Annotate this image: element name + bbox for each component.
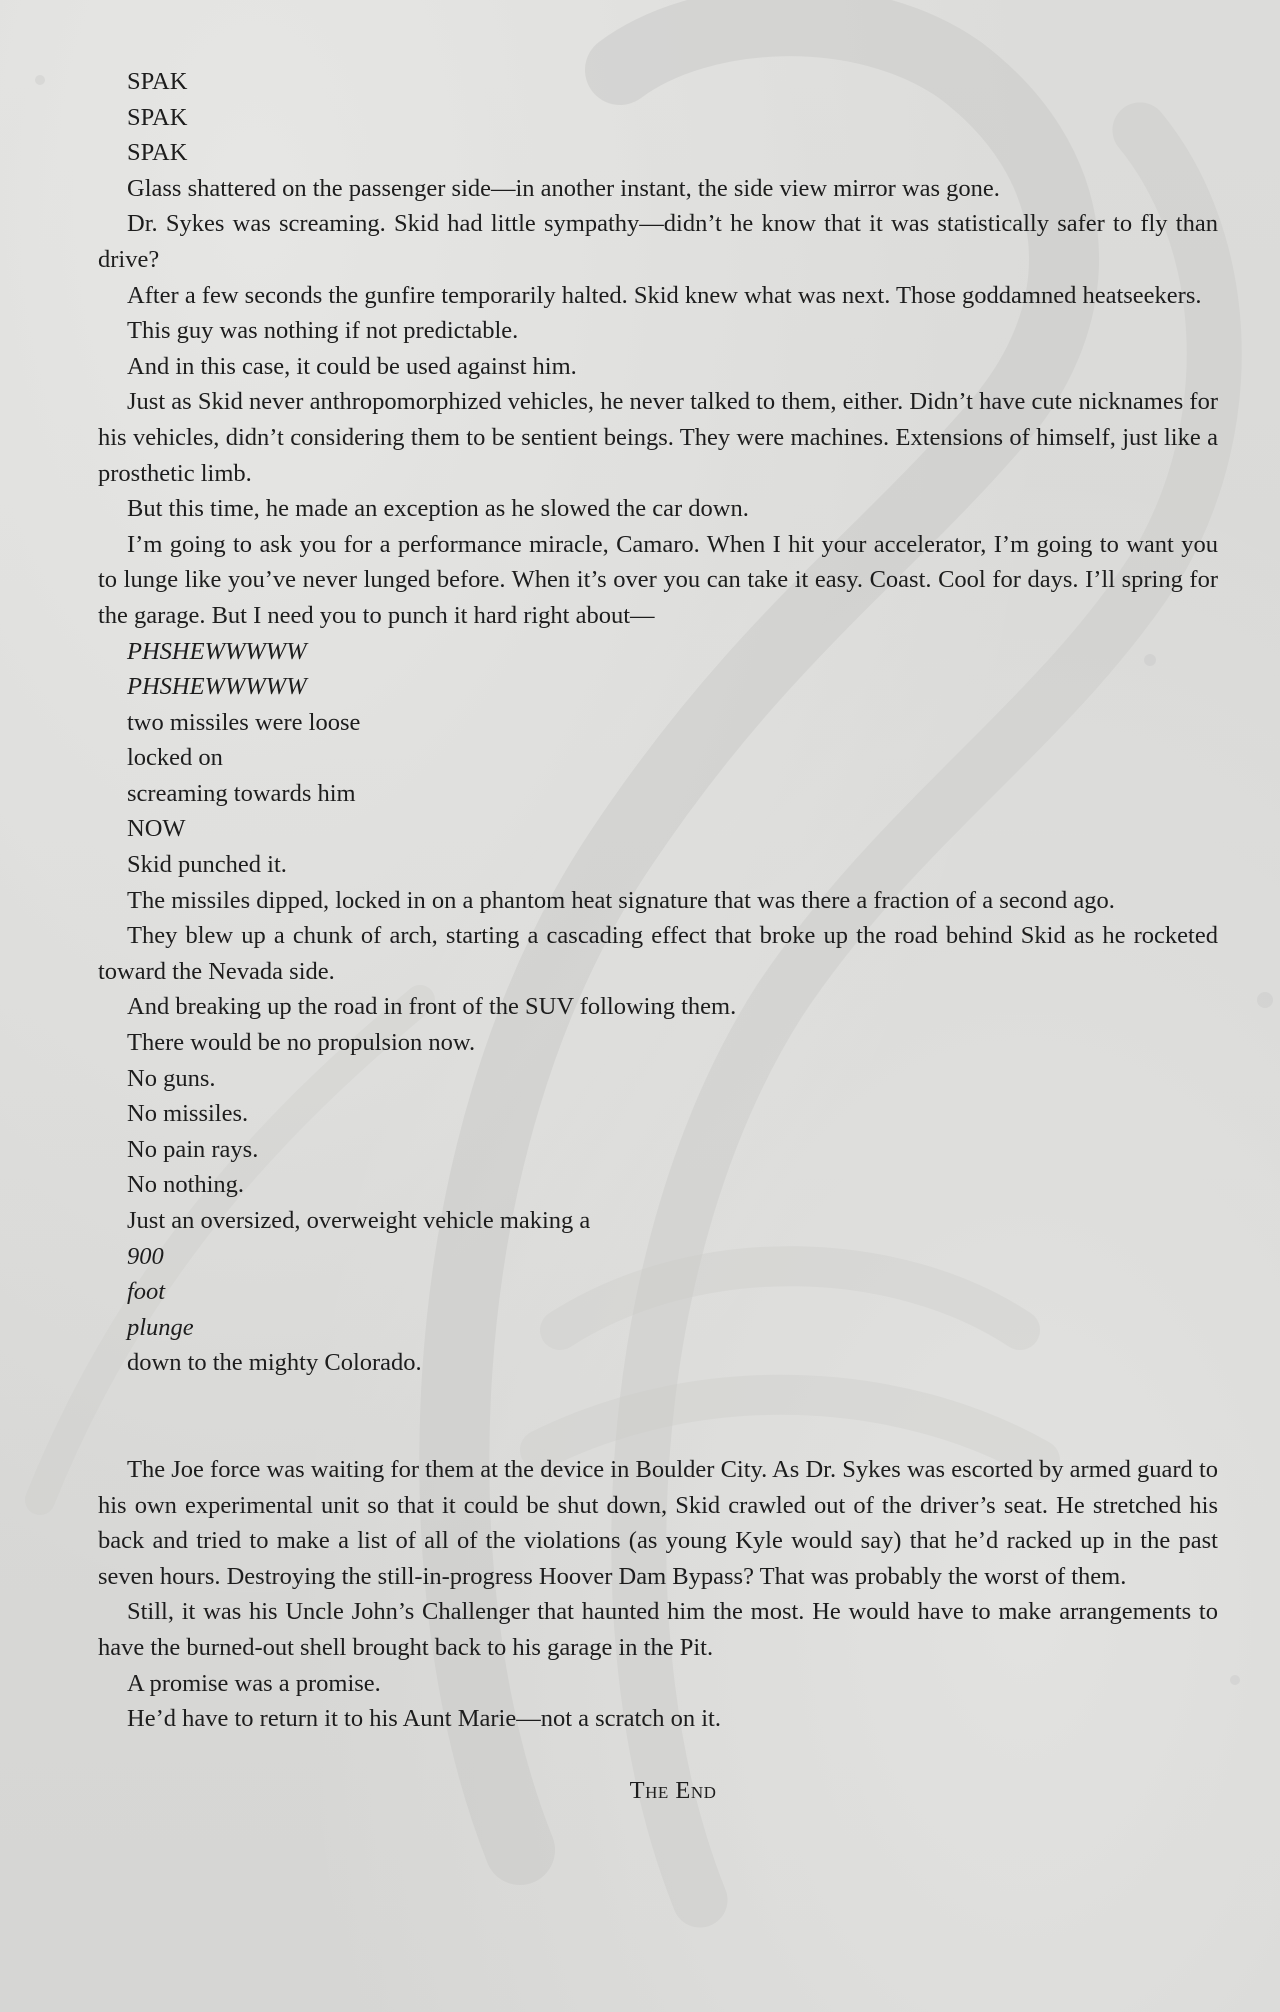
paragraph: plunge <box>127 1313 194 1341</box>
paragraph: He’d have to return it to his Aunt Marie—not a scratch on it. <box>127 1705 721 1733</box>
paragraph: This guy was nothing if not predictable. <box>127 317 519 345</box>
paragraph: Skid punched it. <box>127 851 287 879</box>
paragraph: And in this case, it could be used against him. <box>127 352 577 380</box>
paragraph: Just an oversized, overweight vehicle making a <box>127 1207 591 1234</box>
story-part-1 <box>98 64 1218 1381</box>
paragraph: PHSHEWWWWW <box>127 637 307 665</box>
paragraph: No guns. <box>127 1064 216 1092</box>
paragraph: The Joe force was waiting for them at the device in Boulder City. As Dr. Sykes was escorted by armed guard to his own experimental unit so that it could be shut down, Skid crawled out of the driver’s seat. He stretched his back and tried to make a list of all of the violations (as young Kyle would say) that he’d racked up in the past seven hours. Destroying the still-in-progress Hoover Dam Bypass? That was probably the worst of them. <box>98 1455 1218 1590</box>
paragraph: foot <box>127 1278 166 1306</box>
paragraph: But this time, he made an exception as he slowed the car down. <box>127 495 749 523</box>
paragraph: down to the mighty Colorado. <box>127 1349 422 1377</box>
story-part-2 <box>98 1452 1218 1737</box>
paragraph: I’m going to ask you for a performance miracle, Camaro. When I hit your accelerator, I’m going to want you to lunge like you’ve never lunged before. When it’s over you can take it easy. Coast. Cool for days. I’ll spring for the garage. But I need you to punch it hard right about— <box>98 530 1218 629</box>
paragraph: No pain rays. <box>127 1135 259 1163</box>
paragraph: NOW <box>127 815 186 843</box>
paragraph: screaming towards him <box>127 779 356 807</box>
paragraph: SPAK <box>127 103 188 131</box>
paragraph: two missiles were loose <box>127 708 361 736</box>
paragraph: SPAK <box>127 68 188 95</box>
paragraph: There would be no propulsion now. <box>127 1029 476 1057</box>
paragraph: The missiles dipped, locked in on a phantom heat signature that was there a fraction of a second ago. <box>127 886 1115 914</box>
paragraph: A promise was a promise. <box>127 1669 381 1697</box>
paragraph: SPAK <box>127 139 188 167</box>
paragraph: Dr. Sykes was screaming. Skid had little sympathy—didn’t he know that it was statistically safer to fly than drive? <box>98 210 1218 273</box>
section-break <box>98 1381 1218 1452</box>
paragraph: No nothing. <box>127 1171 245 1199</box>
story-text <box>98 64 1218 1808</box>
paragraph: PHSHEWWWWW <box>127 673 307 701</box>
paragraph: They blew up a chunk of arch, starting a cascading effect that broke up the road behind Skid as he rocketed toward the Nevada side. <box>98 922 1218 985</box>
paragraph: Glass shattered on the passenger side—in another instant, the side view mirror was gone. <box>127 174 1000 202</box>
paragraph: locked on <box>127 744 223 772</box>
the-end-label: The End <box>629 1776 717 1804</box>
paragraph: No missiles. <box>127 1100 249 1128</box>
paragraph: Still, it was his Uncle John’s Challenger that haunted him the most. He would have to make arrangements to have the burned-out shell brought back to his garage in the Pit. <box>98 1598 1218 1661</box>
paragraph: Just as Skid never anthropomorphized vehicles, he never talked to them, either. Didn’t have cute nicknames for his vehicles, didn’t considering them to be sentient beings. They were machines. Extensions of himself, just like a prosthetic limb. <box>98 388 1218 487</box>
paragraph: After a few seconds the gunfire temporarily halted. Skid knew what was next. Those goddamned heatseekers. <box>127 281 1202 309</box>
paragraph: 900 <box>127 1242 164 1270</box>
paragraph: And breaking up the road in front of the SUV following them. <box>127 993 737 1021</box>
